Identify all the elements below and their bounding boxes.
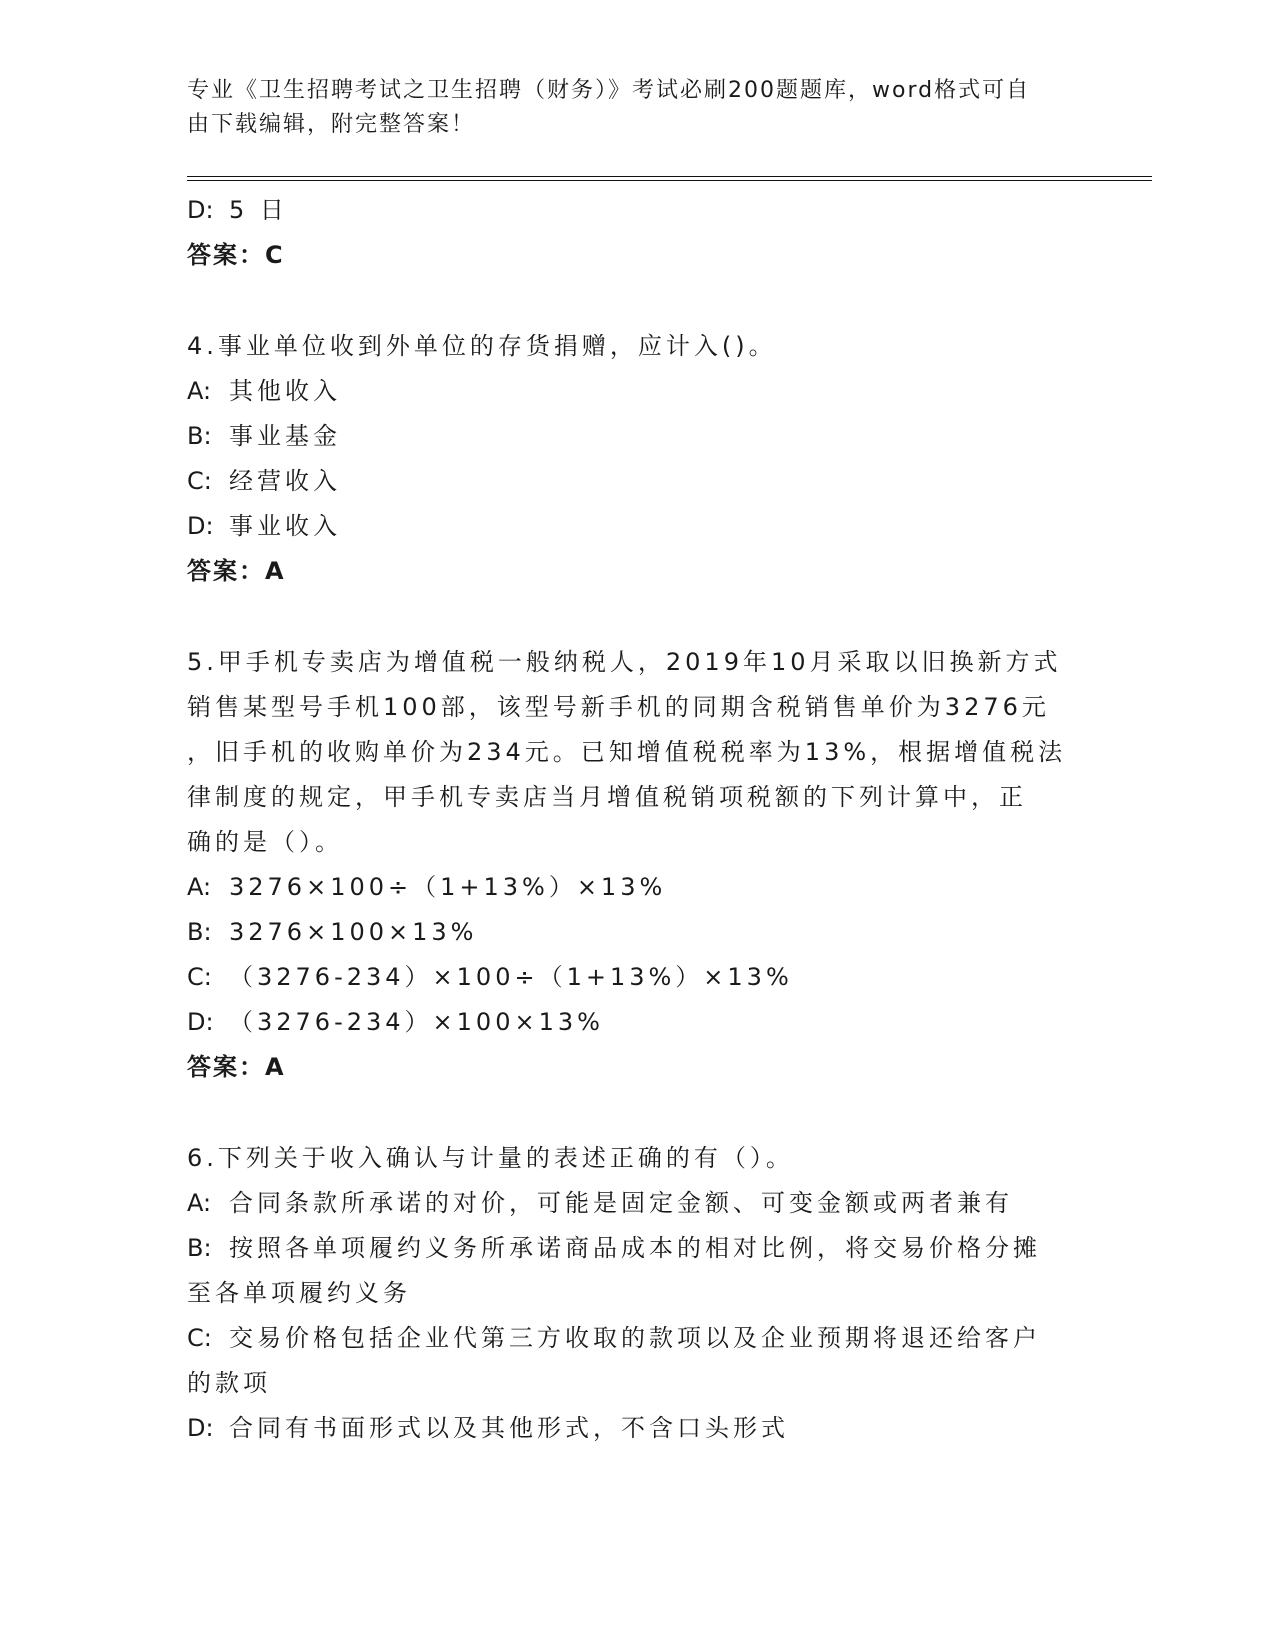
option-text: 3276×100÷（1+13%）×13% bbox=[229, 873, 667, 901]
q4-stem: 4.事业单位收到外单位的存货捐赠，应计入()。 bbox=[187, 332, 777, 360]
option-label: D: bbox=[187, 512, 214, 540]
header-line-2: 由下载编辑，附完整答案！ bbox=[187, 112, 476, 137]
option-label: B: bbox=[187, 422, 212, 450]
option-label: A: bbox=[187, 873, 212, 901]
option-label: D: bbox=[187, 196, 214, 224]
option-text: 5 日 bbox=[229, 196, 288, 224]
option-label: A: bbox=[187, 1189, 212, 1217]
header-divider bbox=[187, 176, 1152, 181]
q3-answer: 答案：C bbox=[187, 241, 285, 269]
q5-stem-line-4: 律制度的规定，甲手机专卖店当月增值税销项税额的下列计算中，正 bbox=[187, 783, 1027, 811]
q5-option-a bbox=[187, 865, 1087, 910]
option-label: C: bbox=[187, 1324, 212, 1352]
q6-option-b bbox=[187, 1226, 1087, 1271]
q5-stem-line-3: ，旧手机的收购单价为234元。已知增值税税率为13%，根据增值税法 bbox=[187, 738, 1067, 766]
spacer bbox=[187, 278, 1087, 324]
option-text: 3276×100×13% bbox=[229, 918, 478, 946]
spacer bbox=[187, 1090, 1087, 1136]
q4-option-b bbox=[187, 414, 1087, 459]
q6-option-d bbox=[187, 1406, 1087, 1451]
option-label: C: bbox=[187, 963, 212, 991]
q6-option-c bbox=[187, 1316, 1087, 1361]
q5-option-d bbox=[187, 1000, 1087, 1045]
q5-answer: 答案：A bbox=[187, 1053, 286, 1081]
option-text: 合同有书面形式以及其他形式，不含口头形式 bbox=[229, 1414, 789, 1442]
q4-option-c bbox=[187, 459, 1087, 504]
option-label: B: bbox=[187, 918, 212, 946]
option-text: （3276-234）×100×13% bbox=[229, 1008, 604, 1036]
header-line-1: 专业《卫生招聘考试之卫生招聘（财务）》考试必刷200题题库，word格式可自 bbox=[187, 78, 1031, 103]
document-header bbox=[187, 74, 1067, 142]
q4-answer: 答案：A bbox=[187, 557, 286, 585]
option-text: 其他收入 bbox=[229, 377, 341, 405]
q5-stem-line-5: 确的是（）。 bbox=[187, 828, 343, 856]
option-label: A: bbox=[187, 377, 212, 405]
option-text: 事业收入 bbox=[229, 512, 341, 540]
option-text: 交易价格包括企业代第三方收取的款项以及企业预期将退还给客户 bbox=[229, 1324, 1041, 1352]
q3-option-d bbox=[187, 188, 1087, 233]
q6-option-b-continued: 至各单项履约义务 bbox=[187, 1279, 411, 1307]
q5-stem-line-1: 5.甲手机专卖店为增值税一般纳税人，2019年10月采取以旧换新方式 bbox=[187, 648, 1062, 676]
option-text: 经营收入 bbox=[229, 467, 341, 495]
option-text: 按照各单项履约义务所承诺商品成本的相对比例，将交易价格分摊 bbox=[229, 1234, 1041, 1262]
q4-option-a bbox=[187, 369, 1087, 414]
q6-option-c-continued: 的款项 bbox=[187, 1369, 271, 1397]
document-body bbox=[187, 188, 1087, 1451]
option-text: 事业基金 bbox=[229, 422, 341, 450]
q6-option-a bbox=[187, 1181, 1087, 1226]
spacer bbox=[187, 594, 1087, 640]
option-text: 合同条款所承诺的对价，可能是固定金额、可变金额或两者兼有 bbox=[229, 1189, 1013, 1217]
q6-stem: 6.下列关于收入确认与计量的表述正确的有（）。 bbox=[187, 1144, 794, 1172]
q5-option-b bbox=[187, 910, 1087, 955]
option-label: D: bbox=[187, 1008, 214, 1036]
q5-option-c bbox=[187, 955, 1087, 1000]
q4-option-d bbox=[187, 504, 1087, 549]
option-label: B: bbox=[187, 1234, 212, 1262]
q5-stem-line-2: 销售某型号手机100部，该型号新手机的同期含税销售单价为3276元 bbox=[187, 693, 1050, 721]
option-label: C: bbox=[187, 467, 212, 495]
option-text: （3276-234）×100÷（1+13%）×13% bbox=[229, 963, 793, 991]
option-label: D: bbox=[187, 1414, 214, 1442]
